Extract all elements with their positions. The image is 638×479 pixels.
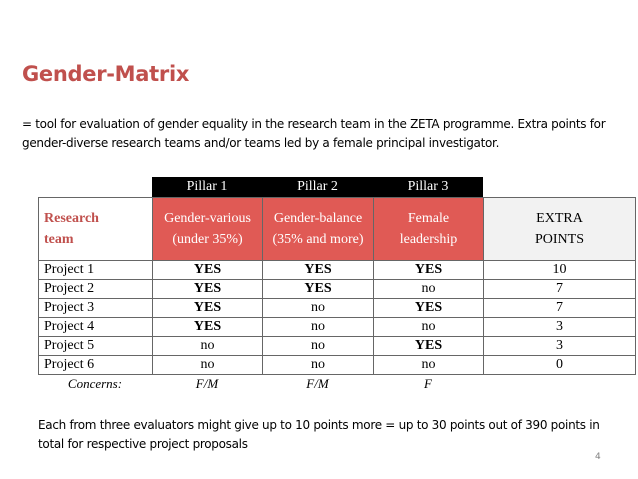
concerns-row (38, 376, 483, 394)
project-name: Project 5 (39, 337, 153, 356)
intro-text: = tool for evaluation of gender equality in the research team in the ZETA programme. Extra points for gender-diverse research teams and/or teams led by a female principal investigator. (22, 117, 606, 150)
female-leadership-value: no (374, 356, 484, 375)
header-gender-various (153, 198, 263, 261)
header-col1-line2: (under 35%) (172, 232, 243, 247)
extra-points-value: 3 (484, 337, 636, 356)
female-leadership-value: YES (374, 337, 484, 356)
gender-various-value: no (153, 356, 263, 375)
header-col2-line1: Gender-balance (273, 211, 363, 226)
gender-balance-value: no (263, 318, 374, 337)
gender-balance-value: YES (263, 261, 374, 280)
gender-various-value: YES (153, 261, 263, 280)
concerns-label: Concerns: (67, 376, 123, 391)
header-extra-line1: EXTRA (536, 211, 583, 226)
header-extra-points (484, 198, 636, 261)
footer-note: Each from three evaluators might give up to 10 points more = up to 30 points out of 390 points in total for respective project proposals (38, 418, 600, 451)
project-name: Project 1 (39, 261, 153, 280)
header-research-team (39, 198, 153, 261)
pillar-3-label: Pillar 3 (373, 177, 483, 197)
page-number: 4 (595, 452, 601, 462)
slide-title: Gender-Matrix (22, 62, 190, 86)
header-col1-line1: Gender-various (164, 211, 251, 226)
gender-balance-value: no (263, 356, 374, 375)
female-leadership-value: no (374, 280, 484, 299)
gender-various-value: no (153, 337, 263, 356)
header-col3-line1: Female (407, 211, 450, 226)
extra-points-value: 7 (484, 299, 636, 318)
concerns-col1: F/M (195, 376, 219, 391)
gender-various-value: YES (153, 318, 263, 337)
project-name: Project 4 (39, 318, 153, 337)
header-col3-line2: leadership (399, 232, 458, 247)
pillar-1-label: Pillar 1 (152, 177, 262, 197)
project-name: Project 6 (39, 356, 153, 375)
extra-points-value: 0 (484, 356, 636, 375)
header-col2-line2: (35% and more) (272, 232, 364, 247)
table-row (39, 280, 636, 299)
header-gender-balance (263, 198, 374, 261)
header-female-leadership (374, 198, 484, 261)
project-name: Project 3 (39, 299, 153, 318)
female-leadership-value: YES (374, 261, 484, 280)
header-team-line1: Research (44, 211, 99, 226)
gender-balance-value: YES (263, 280, 374, 299)
extra-points-value: 10 (484, 261, 636, 280)
gender-various-value: YES (153, 280, 263, 299)
table-row (39, 356, 636, 375)
project-name: Project 2 (39, 280, 153, 299)
table-row (39, 299, 636, 318)
gender-balance-value: no (263, 337, 374, 356)
concerns-col2: F/M (306, 376, 329, 391)
gender-various-value: YES (153, 299, 263, 318)
table-row (39, 337, 636, 356)
extra-points-value: 7 (484, 280, 636, 299)
concerns-col3: F (424, 376, 432, 391)
female-leadership-value: YES (374, 299, 484, 318)
table-header-row (39, 198, 636, 261)
header-team-line2: team (44, 232, 74, 247)
header-extra-line2: POINTS (534, 232, 584, 247)
pillar-2-label: Pillar 2 (262, 177, 373, 197)
table-row (39, 261, 636, 280)
pillar-header-row (152, 177, 483, 197)
gender-matrix-table (38, 197, 636, 375)
table-row (39, 318, 636, 337)
female-leadership-value: no (374, 318, 484, 337)
gender-balance-value: no (263, 299, 374, 318)
extra-points-value: 3 (484, 318, 636, 337)
